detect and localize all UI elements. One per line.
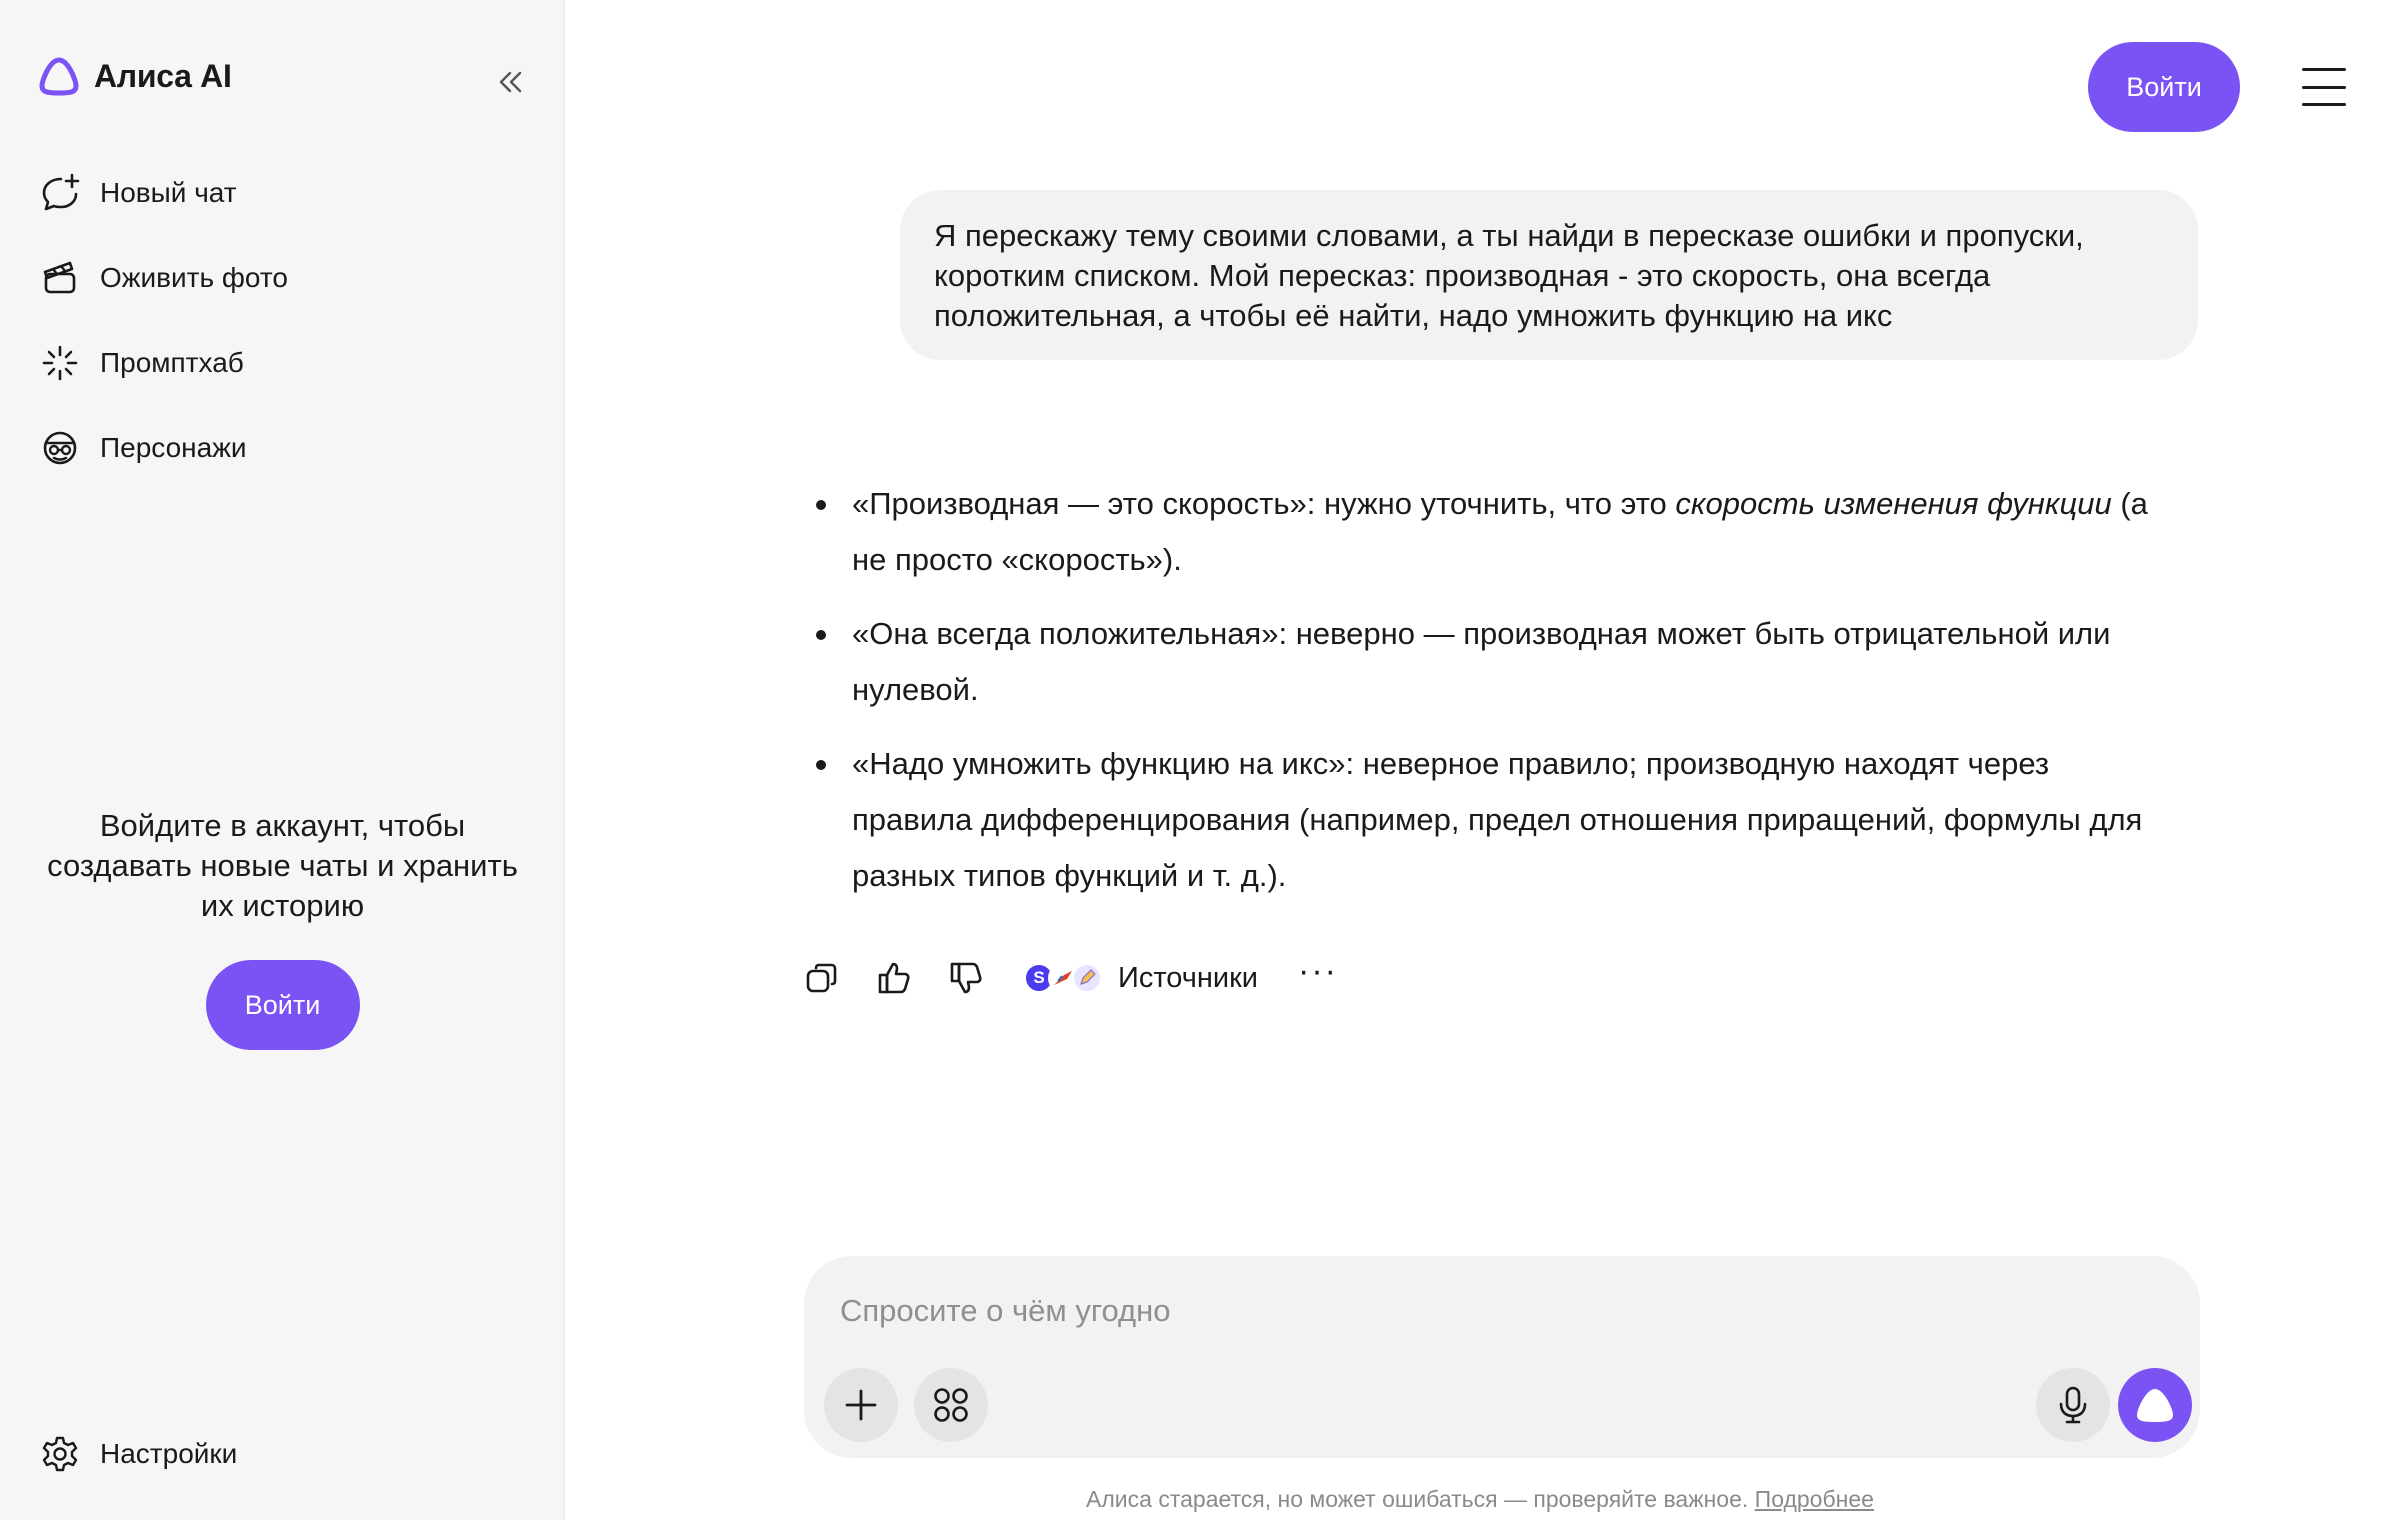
sidebar xyxy=(0,0,565,1520)
answer-item xyxy=(812,736,2152,904)
sidebar-item-prompthub[interactable] xyxy=(38,320,288,405)
brand[interactable] xyxy=(38,56,232,96)
sidebar-item-animate-photo[interactable] xyxy=(38,235,288,320)
gear-icon xyxy=(38,1432,82,1476)
sidebar-item-new-chat[interactable] xyxy=(38,150,288,235)
answer-item xyxy=(812,476,2152,588)
thumbs-up-icon xyxy=(876,960,912,996)
sidebar-item-label: Промптхаб xyxy=(100,346,244,378)
alice-logo-icon xyxy=(38,56,80,96)
user-message: Я перескажу тему своими словами, а ты найди в пересказе ошибки и пропуски, коротким списком. Мой пересказ: производная - это скорость, она всегда положительная, а чтобы её найти, надо умножить функцию на икс xyxy=(900,190,2198,360)
disclaimer-text: Алиса старается, но может ошибаться — проверяйте важное. xyxy=(1086,1486,1749,1512)
assistant-answer xyxy=(812,476,2152,922)
brand-name: Алиса AI xyxy=(94,57,232,94)
copy-button[interactable] xyxy=(800,956,844,1000)
learn-more-link[interactable]: Подробнее xyxy=(1754,1486,1874,1512)
login-promo-text: Войдите в аккаунт, чтобы создавать новые чаты и хранить их историю xyxy=(47,808,518,923)
sources-label: Источники xyxy=(1118,961,1259,994)
source-pencil-icon xyxy=(1072,963,1102,993)
new-chat-icon xyxy=(38,171,82,215)
copy-icon xyxy=(804,960,840,996)
message-actions xyxy=(800,952,1338,1000)
voice-input-button[interactable] xyxy=(2036,1368,2110,1442)
alice-logo-icon xyxy=(2134,1385,2176,1425)
grid-icon xyxy=(931,1385,971,1425)
header-login-button[interactable]: Войти xyxy=(2088,42,2240,132)
hamburger-line xyxy=(2302,86,2346,89)
disclaimer xyxy=(0,1486,2400,1513)
apps-button[interactable] xyxy=(914,1368,988,1442)
login-promo xyxy=(0,806,565,1050)
sidebar-item-label: Персонажи xyxy=(100,431,247,463)
collapse-sidebar-button[interactable] xyxy=(488,62,532,102)
source-favicons xyxy=(1024,963,1102,993)
thumbs-down-icon xyxy=(948,960,984,996)
hamburger-line xyxy=(2302,68,2346,71)
more-options-button[interactable]: ··· xyxy=(1298,952,1338,990)
attach-button[interactable] xyxy=(824,1368,898,1442)
sidebar-item-label: Новый чат xyxy=(100,176,237,208)
plus-icon xyxy=(843,1387,879,1423)
like-button[interactable] xyxy=(872,956,916,1000)
character-mask-icon xyxy=(38,426,82,470)
answer-list xyxy=(812,476,2152,904)
source-favicon: S xyxy=(1024,963,1054,993)
hamburger-line xyxy=(2302,103,2346,106)
answer-text: «Надо умножить функцию на икс»: неверное правило; производную находят через правила дифференцирования (например, предел отношения приращений, формулы для разных типов функций и т. д.). xyxy=(852,746,2143,893)
answer-text: (а не просто «скорость»). xyxy=(852,486,2148,577)
answer-text: «Она всегда положительная»: неверно — производная может быть отрицательной или нулевой. xyxy=(852,616,2111,707)
sidebar-login-button[interactable]: Войти xyxy=(206,960,360,1050)
chevrons-left-icon xyxy=(496,70,524,94)
sparkle-burst-icon xyxy=(38,341,82,385)
answer-item xyxy=(812,606,2152,718)
sidebar-item-label: Оживить фото xyxy=(100,261,288,293)
hamburger-menu-button[interactable] xyxy=(2300,64,2348,110)
message-input[interactable] xyxy=(840,1286,2140,1336)
settings-button[interactable] xyxy=(38,1432,237,1476)
composer xyxy=(804,1256,2200,1458)
answer-text: «Производная — это скорость»: нужно уточнить, что это xyxy=(852,486,1676,521)
dislike-button[interactable] xyxy=(944,956,988,1000)
sidebar-nav xyxy=(38,150,288,490)
microphone-icon xyxy=(2057,1385,2089,1425)
clapperboard-icon xyxy=(38,256,82,300)
sidebar-item-characters[interactable] xyxy=(38,405,288,490)
settings-label: Настройки xyxy=(100,1438,238,1469)
sources-button[interactable] xyxy=(1024,962,1258,995)
alice-send-button[interactable] xyxy=(2118,1368,2192,1442)
answer-emphasis: скорость изменения функции xyxy=(1675,486,2112,521)
